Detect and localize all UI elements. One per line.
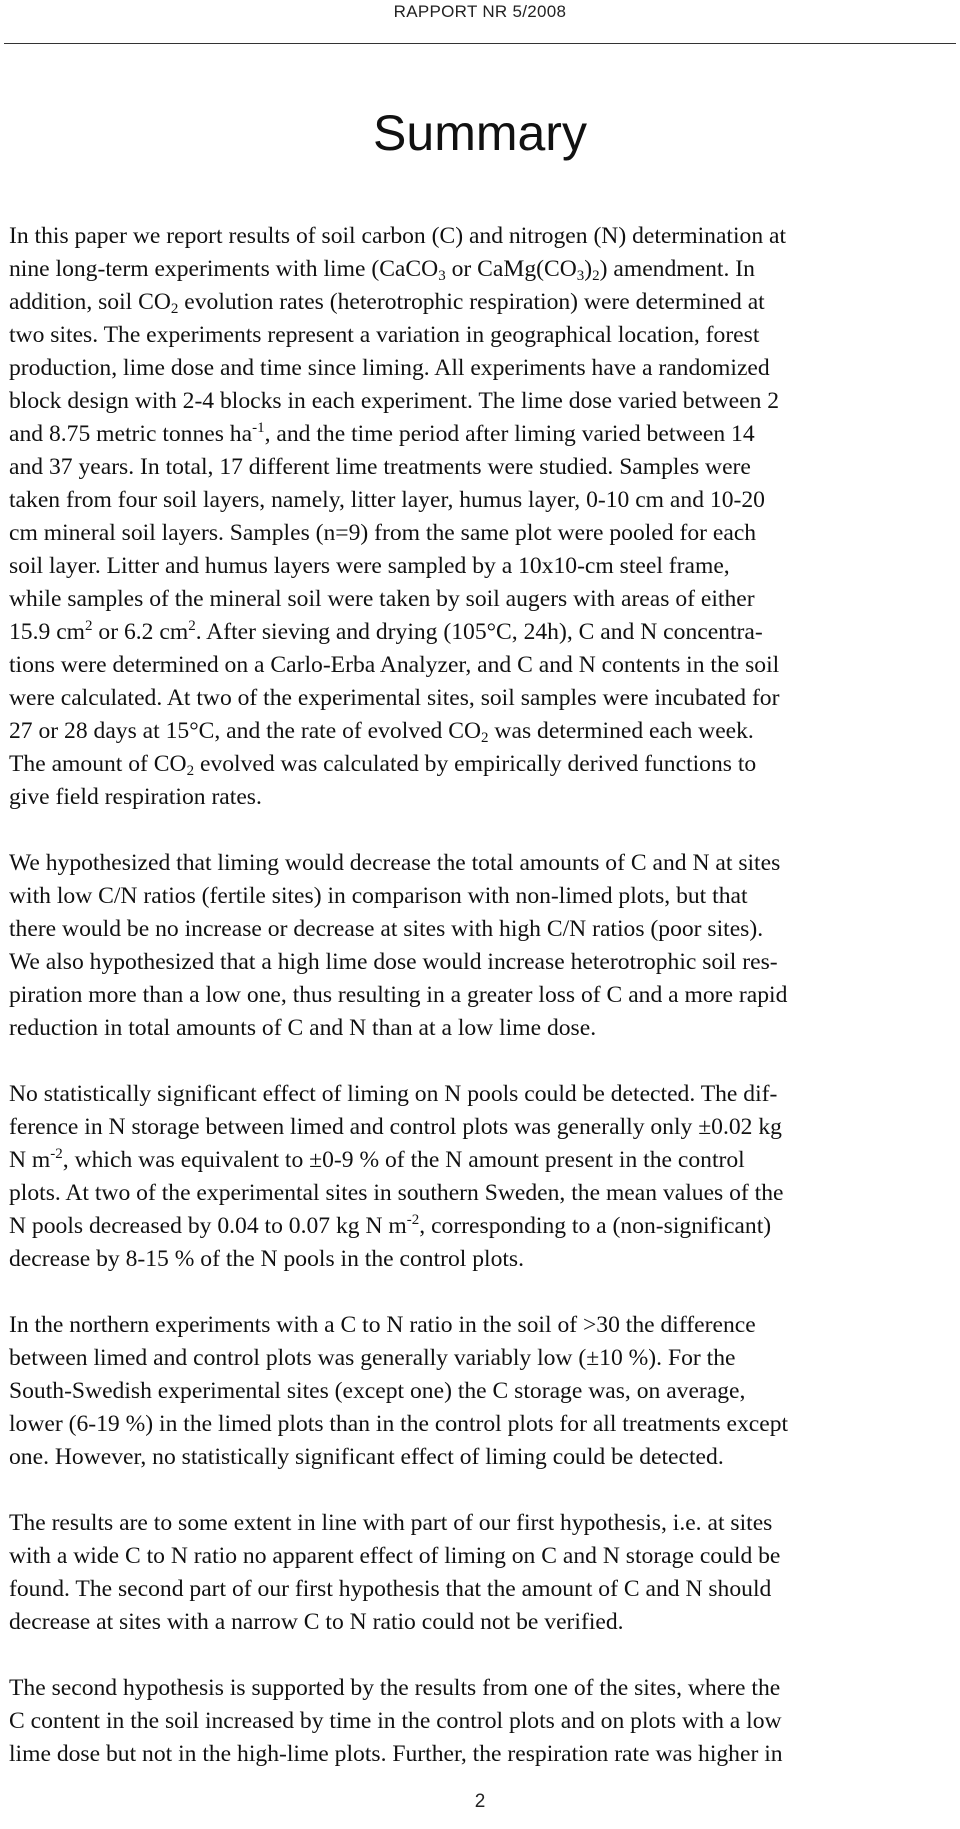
text-run: C content in the soil increased by time in the control plots and on plots with a low [9, 1708, 782, 1734]
text-run: ) amendment. In [599, 256, 755, 282]
text-run: , which was equivalent to ±0-9 % of the N amount present in the control [62, 1147, 745, 1173]
text-run: evolution rates (heterotrophic respiration) were determined at [178, 289, 765, 315]
header-divider [4, 43, 956, 44]
text-run: decrease by 8-15 % of the N pools in the control plots. [9, 1246, 525, 1272]
text-line [9, 1507, 949, 1540]
subscript: 2 [592, 268, 600, 284]
text-line [9, 1210, 949, 1243]
text-run: piration more than a low one, thus resulting in a greater loss of C and a more rapid [9, 982, 788, 1008]
subscript: 2 [481, 730, 489, 746]
text-line [9, 1408, 949, 1441]
text-line [9, 1540, 949, 1573]
text-line [9, 979, 949, 1012]
text-line [9, 418, 949, 451]
text-run: decrease at sites with a narrow C to N ratio could not be verified. [9, 1609, 624, 1635]
text-run: The results are to some extent in line with part of our first hypothesis, i.e. at sites [9, 1510, 773, 1536]
text-run: lower (6-19 %) in the limed plots than in the control plots for all treatments except [9, 1411, 789, 1437]
text-run: between limed and control plots was generally variably low (±10 %). For the [9, 1345, 736, 1371]
text-run: We hypothesized that liming would decrease the total amounts of C and N at sites [9, 850, 781, 876]
subscript: 3 [438, 268, 446, 284]
text-line [9, 946, 949, 979]
paragraph [9, 1672, 949, 1771]
text-line [9, 385, 949, 418]
text-run: In the northern experiments with a C to N ratio in the soil of >30 the difference [9, 1312, 756, 1338]
text-line [9, 847, 949, 880]
text-run: or CaMg(CO [445, 256, 577, 282]
text-run: give field respiration rates. [9, 784, 262, 810]
text-run: cm mineral soil layers. Samples (n=9) from the same plot were pooled for each [9, 520, 757, 546]
running-title: RAPPORT NR 5/2008 [393, 2, 567, 21]
text-run: one. However, no statistically significant effect of liming could be detected. [9, 1444, 724, 1470]
text-line [9, 1672, 949, 1705]
text-line [9, 1177, 949, 1210]
text-run: and 37 years. In total, 17 different lime treatments were studied. Samples were [9, 454, 751, 480]
text-run: two sites. The experiments represent a variation in geographical location, forest [9, 322, 760, 348]
text-line [9, 1243, 949, 1276]
page-header [0, 0, 960, 44]
text-run: No statistically significant effect of liming on N pools could be detected. The dif- [9, 1081, 778, 1107]
text-run: . After sieving and drying (105°C, 24h), C and N concentra- [195, 619, 763, 645]
superscript: 2 [85, 618, 93, 634]
text-line [9, 1309, 949, 1342]
subscript: 3 [576, 268, 585, 284]
text-run: found. The second part of our first hypothesis that the amount of C and N should [9, 1576, 772, 1602]
superscript: -2 [406, 1212, 420, 1228]
paragraph [9, 847, 949, 1045]
text-line [9, 1111, 949, 1144]
text-run: ) [584, 256, 593, 282]
text-line [9, 1078, 949, 1111]
text-line [9, 1738, 949, 1771]
subscript: 2 [170, 301, 179, 317]
paragraph [9, 1309, 949, 1474]
text-run: The second hypothesis is supported by the results from one of the sites, where the [9, 1675, 781, 1701]
text-run: addition, soil CO [9, 289, 171, 315]
text-run: N pools decreased by 0.04 to 0.07 kg N m [9, 1213, 407, 1239]
subscript: 2 [186, 763, 195, 779]
text-line [9, 748, 949, 781]
page-title: Summary [373, 105, 587, 161]
text-run: lime dose but not in the high-lime plots. Further, the respiration rate was higher in [9, 1741, 783, 1767]
text-run: , corresponding to a (non-significant) [419, 1213, 772, 1239]
text-run: We also hypothesized that a high lime dose would increase heterotrophic soil res- [9, 949, 778, 975]
text-line [9, 616, 949, 649]
text-line [9, 352, 949, 385]
text-line [9, 913, 949, 946]
summary-body [9, 220, 949, 1804]
text-run: with a wide C to N ratio no apparent effect of liming on C and N storage could be [9, 1543, 781, 1569]
text-line [9, 1375, 949, 1408]
text-run: soil layer. Litter and humus layers were sampled by a 10x10-cm steel frame, [9, 553, 730, 579]
text-run: reduction in total amounts of C and N than at a low lime dose. [9, 1015, 597, 1041]
text-line [9, 715, 949, 748]
text-line [9, 1144, 949, 1177]
text-line [9, 682, 949, 715]
text-run: production, lime dose and time since liming. All experiments have a randomized [9, 355, 770, 381]
text-run: The amount of CO [9, 751, 187, 777]
text-line [9, 286, 949, 319]
text-run: ference in N storage between limed and control plots was generally only ±0.02 kg [9, 1114, 782, 1140]
text-run: or 6.2 cm [92, 619, 189, 645]
text-line [9, 781, 949, 814]
text-line [9, 1441, 949, 1474]
text-run: South-Swedish experimental sites (except one) the C storage was, on average, [9, 1378, 746, 1404]
page-number: 2 [474, 1791, 486, 1812]
text-line [9, 583, 949, 616]
text-line [9, 1573, 949, 1606]
text-run: plots. At two of the experimental sites in southern Sweden, the mean values of the [9, 1180, 784, 1206]
text-run: while samples of the mineral soil were taken by soil augers with areas of either [9, 586, 755, 612]
paragraph [9, 1078, 949, 1276]
text-line [9, 649, 949, 682]
text-run: evolved was calculated by empirically derived functions to [194, 751, 757, 777]
text-run: was determined each week. [488, 718, 754, 744]
paragraph [9, 1507, 949, 1639]
text-line [9, 880, 949, 913]
text-line [9, 253, 949, 286]
superscript: -2 [50, 1146, 63, 1162]
text-run: block design with 2-4 blocks in each experiment. The lime dose varied between 2 [9, 388, 780, 414]
text-line [9, 451, 949, 484]
text-run: were calculated. At two of the experimental sites, soil samples were incubated for [9, 685, 780, 711]
text-run: and 8.75 metric tonnes ha [9, 421, 253, 447]
text-run: there would be no increase or decrease at sites with high C/N ratios (poor sites). [9, 916, 764, 942]
text-run: with low C/N ratios (fertile sites) in comparison with non-limed plots, but that [9, 883, 748, 909]
paragraph [9, 220, 949, 814]
text-run: 15.9 cm [9, 619, 86, 645]
text-run: , and the time period after liming varied between 14 [264, 421, 755, 447]
text-line [9, 517, 949, 550]
text-line [9, 550, 949, 583]
text-line [9, 319, 949, 352]
text-line [9, 1606, 949, 1639]
text-line [9, 1705, 949, 1738]
text-line [9, 220, 949, 253]
text-run: taken from four soil layers, namely, litter layer, humus layer, 0-10 cm and 10-20 [9, 487, 765, 513]
text-line [9, 1342, 949, 1375]
superscript: 2 [188, 618, 196, 634]
text-run: 27 or 28 days at 15°C, and the rate of evolved CO [9, 718, 482, 744]
text-run: tions were determined on a Carlo-Erba Analyzer, and C and N contents in the soil [9, 652, 780, 678]
text-line [9, 1012, 949, 1045]
text-run: nine long-term experiments with lime (CaCO [9, 256, 439, 282]
text-run: In this paper we report results of soil carbon (C) and nitrogen (N) determination at [9, 223, 787, 249]
text-run: N m [9, 1147, 51, 1173]
superscript: -1 [252, 420, 265, 436]
text-line [9, 484, 949, 517]
